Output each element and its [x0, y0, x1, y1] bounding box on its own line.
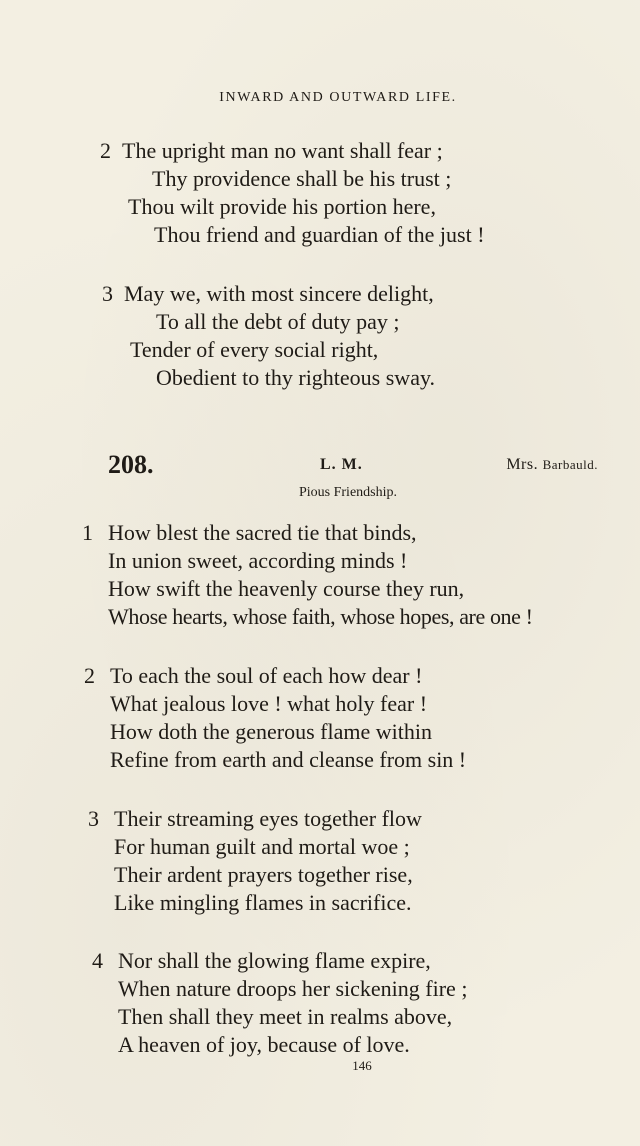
stanza-line: Thou friend and guardian of the just !	[154, 222, 485, 247]
stanza-line: Thy providence shall be his trust ;	[152, 166, 452, 191]
prev-hymn-stanza-2	[100, 137, 485, 249]
stanza-line: 1 How blest the sacred tie that binds,	[82, 520, 417, 545]
stanza-line: Whose hearts, whose faith, whose hopes, are one !	[108, 604, 533, 629]
hymn-subtitle: Pious Friendship.	[298, 485, 397, 500]
hymn-author	[506, 456, 598, 474]
stanza-number: 3	[102, 281, 113, 306]
stanza-number: 1	[82, 520, 93, 545]
author-prefix: Mrs.	[506, 456, 539, 473]
stanza-number: 4	[92, 948, 103, 973]
hymn-heading	[108, 450, 598, 480]
stanza-number: 2	[100, 138, 111, 163]
stanza-line: 2 To each the soul of each how dear !	[84, 663, 423, 688]
stanza-line: 3 Their streaming eyes together flow	[88, 806, 422, 831]
hymn-stanza-2	[84, 662, 466, 774]
stanza-line: For human guilt and mortal woe ;	[114, 834, 410, 859]
stanza-line: How doth the generous flame within	[110, 719, 432, 744]
hymn-stanza-4	[92, 947, 467, 1059]
hymn-number: 208.	[108, 450, 154, 479]
stanza-line: 3 May we, with most sincere delight,	[102, 281, 434, 306]
hymn-meter: L. M.	[320, 456, 363, 473]
hymn-stanza-3	[88, 805, 422, 917]
stanza-line: Obedient to thy righteous sway.	[156, 365, 436, 390]
stanza-line: When nature droops her sickening fire ;	[118, 976, 468, 1001]
stanza-line: How swift the heavenly course they run,	[108, 576, 465, 601]
author-name: Barbauld.	[542, 457, 598, 472]
prev-hymn-stanza-3	[102, 280, 435, 392]
running-head: INWARD AND OUTWARD LIFE.	[219, 90, 457, 105]
stanza-line: Then shall they meet in realms above,	[118, 1004, 453, 1029]
stanza-line: Their ardent prayers together rise,	[114, 862, 413, 887]
hymn-stanza-1	[82, 519, 533, 631]
stanza-line: 4 Nor shall the glowing flame expire,	[92, 948, 431, 973]
stanza-line: To all the debt of duty pay ;	[156, 309, 400, 334]
stanza-line: 2 The upright man no want shall fear ;	[100, 138, 443, 163]
stanza-number: 3	[88, 806, 99, 831]
page-number: 146	[352, 1058, 372, 1073]
stanza-line: In union sweet, according minds !	[108, 548, 408, 573]
stanza-line: Like mingling flames in sacrifice.	[114, 890, 412, 915]
stanza-number: 2	[84, 663, 95, 688]
stanza-line: What jealous love ! what holy fear !	[110, 691, 428, 716]
stanza-line: A heaven of joy, because of love.	[118, 1032, 410, 1057]
stanza-line: Tender of every social right,	[130, 337, 379, 362]
stanza-line: Thou wilt provide his portion here,	[128, 194, 436, 219]
stanza-line: Refine from earth and cleanse from sin !	[110, 747, 467, 772]
